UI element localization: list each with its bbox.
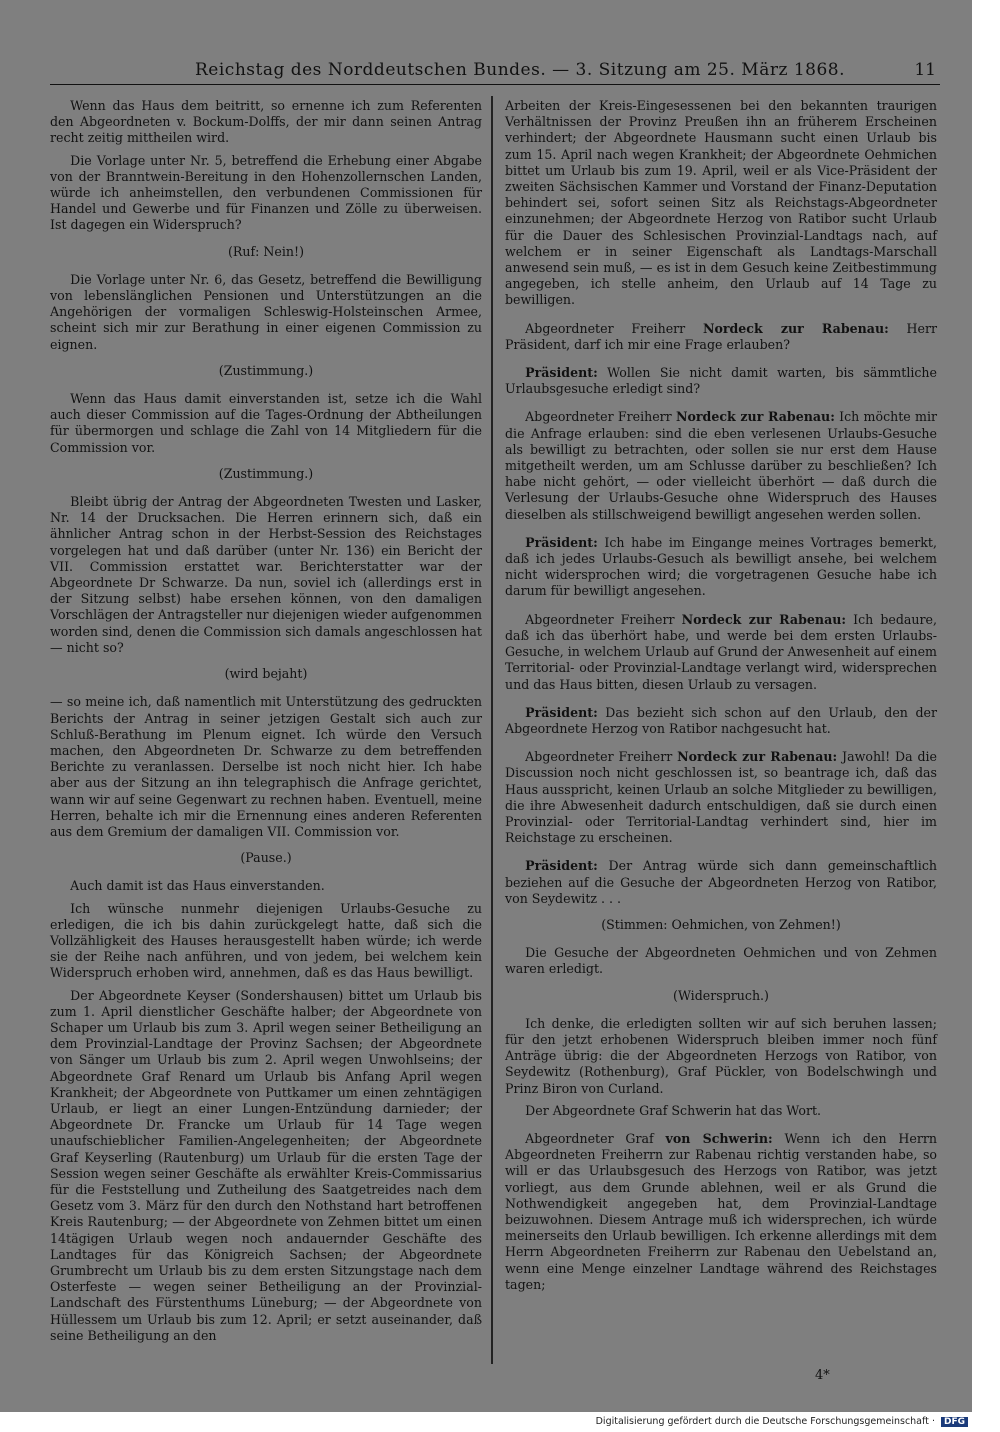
stage-direction: (Pause.) [240,850,292,866]
stage-direction: (Zustimmung.) [218,465,314,481]
speaker-paragraph [505,858,937,907]
right-column [505,98,937,1299]
speaker-paragraph [505,705,937,737]
speaker-name: Präsident: [525,704,598,720]
signature-mark: 4* [815,1368,830,1383]
stage-direction: (Ruf: Nein!) [228,243,304,259]
speaker-name: Nordeck zur Rabenau: [677,749,838,765]
speaker-name: Präsident: [525,365,598,381]
speaker-name: Nordeck zur Rabenau: [675,409,835,425]
speech-text: Wenn ich den Herrn Abgeordneten Freiherrn zur Rabenau richtig verstanden habe, so will er das Urlaubsgesuch des Herzogs von Ratibor, was jetzt vorliegt, aus dem Grunde ablehnen, weil er als Grund die Nothwendigkeit angegeben hat, dem Provinzial-Landtage beizuwohnen. Diesem Antrage muß ich widersprechen, ich würde meinerseits den Urlaub bewilligen. Ich erkenne allerdings mit dem Herrn Abgeordneten Freiherrn zur Rabenau den Uebelstand an, wenn eine Menge einzelner Landtage während des Reichstages tagen; [505,1130,937,1292]
speaker-title: Abgeordneter Freiherr [525,320,703,336]
paragraph: Der Abgeordnete Graf Schwerin hat das Wort. [525,1102,822,1118]
speaker-name: von Schwerin: [665,1130,773,1146]
speaker-name: Nordeck zur Rabenau: [681,611,847,627]
speech-text: Ich möchte mir die Anfrage erlauben: sind die eben verlesenen Urlaubs-Gesuche als bewilligt zu betrachten, oder sollen sie nur erst dem Hause mitgetheilt werden, um am Schlusse darüber zu beschließen? Ich habe nicht gehört, — oder vielleicht überhört — daß durch die Verlesung der Urlaubs-Gesuche ohne Widerspruch des Hauses dieselben als stillschweigend bewilligt angesehen werden sollen. [505,409,938,522]
footer-credit: Digitalisierung gefördert durch die Deutsche Forschungsgemeinschaft · DFG [596,1416,968,1427]
paragraph: Die Vorlage unter Nr. 5, betreffend die Erhebung einer Abgabe von der Branntwein-Bereitung in den Hohenzollernschen Landen, würde ich anheimstellen, den verbundenen Commissionen für Handel und Gewerbe und für Finanzen und Zölle zu überweisen. Ist dagegen ein Widerspruch? [50,152,482,233]
stage-direction: (Stimmen: Oehmichen, von Zehmen!) [601,916,841,932]
left-column [50,98,482,1350]
speaker-name: Präsident: [525,858,598,874]
speech-text: Jawohl! Da die Discussion noch nicht geschlossen ist, so beantrage ich, daß das Haus ausspricht, keinen Urlaub an solche Mitglieder zu bewilligen, die ihre Abwesenheit dadurch entschuldigen, daß sie durch einen Provinzial- oder Territorial-Landtag verhindert sind, hier im Reichstage zu erscheinen. [505,749,937,846]
footer-text: Digitalisierung gefördert durch die Deutsche Forschungsgemeinschaft [595,1416,929,1427]
speech-text: Das bezieht sich schon auf den Urlaub, den der Abgeordnete Herzog von Ratibor nachgesucht hat. [505,704,937,736]
speaker-paragraph [505,365,937,397]
speaker-title: Abgeordneter Graf [525,1130,666,1146]
paragraph: Arbeiten der Kreis-Eingesessenen bei den bekannten traurigen Verhältnissen der Provinz Preußen ihn an früherem Erscheinen verhindert; der Abgeordnete Hausmann sucht einen Urlaub bis zum 15. April nach wegen Krankheit; der Abgeordnete Oehmichen bittet um Urlaub bis zum 19. April, weil er als Vice-Präsident der zweiten Sächsischen Kammer und Vorstand der Finanz-Deputation behindert sei, sofort seinen Sitz als Reichstags-Abgeordneter einzunehmen; der Abgeordnete Herzog von Ratibor sucht Urlaub für die Dauer des Schlesischen Provinzial-Landtags nach, auf welchem er in seiner Eigenschaft als Landtags-Marschall anwesend sein muß, — es ist in dem Gesuch keine Zeitbestimmung angegeben, ich stelle anheim, den Urlaub auf 14 Tage zu bewilligen. [505,98,937,308]
page-header [50,58,940,85]
paragraph: Die Gesuche der Abgeordneten Oehmichen und von Zehmen waren erledigt. [505,945,937,977]
speech-text: Der Antrag würde sich dann gemeinschaftlich beziehen auf die Gesuche der Abgeordneten Herzog von Ratibor, von Seydewitz . . . [505,858,937,906]
page-number: 11 [914,60,936,80]
column-divider [491,96,493,1364]
speaker-title: Abgeordneter Freiherr [525,611,682,627]
speaker-paragraph [505,612,937,693]
paragraph: Wenn das Haus dem beitritt, so ernenne ich zum Referenten den Abgeordneten v. Bockum-Dolffs, der mir dann seinen Antrag recht zeitig mittheilen wird. [50,98,482,146]
paragraph: Ich denke, die erledigten sollten wir auf sich beruhen lassen; für den jetzt erhobenen Widerspruch bleiben immer noch fünf Anträge übrig: die der Abgeordneten Herzogs von Ratibor, von Seydewitz (Rothenburg), Graf Pückler, von Bodelschwingh und Prinz Biron von Curland. [505,1015,937,1096]
speaker-paragraph [505,1131,937,1293]
speech-text: Herr Präsident, darf ich mir eine Frage erlauben? [505,320,937,352]
paragraph: Ich wünsche nunmehr diejenigen Urlaubs-Gesuche zu erledigen, die ich bis dahin zurückgelegt hatte, daß sich die Vollzähligkeit des Hauses herausgestellt haben würde; ich werde sie der Reihe nach anführen, und von jedem, bei welchem kein Widerspruch erhoben wird, annehmen, daß es das Haus bewilligt. [50,900,482,981]
speech-text: Ich habe im Eingange meines Vortrages bemerkt, daß ich jedes Urlaubs-Gesuch als bewilligt ansehe, bei welchem nicht widersprochen wird; die vorgetragenen Gesuche habe ich darum für bewilligt angesehen. [505,534,937,599]
stage-direction: (Zustimmung.) [218,362,314,378]
paragraph: Wenn das Haus damit einverstanden ist, setze ich die Wahl auch dieser Commission auf die Tages-Ordnung der Abtheilungen für übermorgen und schlage die Zahl von 14 Mitgliedern für die Commission vor. [50,391,482,455]
speaker-paragraph [505,321,937,353]
dfg-logo: DFG [941,1417,968,1427]
speaker-paragraph [505,535,937,600]
paragraph: Der Abgeordnete Keyser (Sondershausen) bittet um Urlaub bis zum 1. April dienstlicher Geschäfte halber; der Abgeordnete von Schaper um Urlaub bis zum 3. April wegen seiner Betheiligung an dem Provinzial-Landtage der Provinz Sachsen; der Abgeordnete von Sänger um Urlaub bis zum 2. April wegen Unwohlseins; der Abgeordnete Graf Renard um Urlaub bis Anfang April wegen Krankheit; der Abgeordnete von Puttkamer um einen zehntägigen Urlaub, er liegt an einer Lungen-Entzündung darnieder; der Abgeordnete Dr. Francke um Urlaub für 14 Tage wegen unaufschieblicher Familien-Angelegenheiten; der Abgeordnete Graf Keyserling (Rautenburg) um Urlaub für die ersten Tage der Session wegen seiner Geschäfte als erwählter Kreis-Commissarius für die Feststellung und Zutheilung des Saatgetreides nach dem Gesetz vom 3. März für den durch den Nothstand hart betroffenen Kreis Rautenburg; — der Abgeordnete von Zehmen bittet um einen 14tägigen Urlaub wegen noch andauernder Geschäfte des Landtages für das Königreich Sachsen; der Abgeordnete Grumbrecht um Urlaub bis zu dem ersten Sitzungstage nach dem Osterfeste — wegen seiner Betheiligung an der Provinzial-Landschaft des Fürstenthums Lüneburg; — der Abgeordnete von Hüllessem um Urlaub bis zum 12. April; er setzt auseinander, daß seine Betheiligung an den [50,987,482,1343]
running-title: Reichstag des Norddeutschen Bundes. — 3. Sitzung am 25. März 1868. [195,60,846,80]
paragraph: Auch damit ist das Haus einverstanden. [70,878,325,894]
speaker-title: Abgeordneter Freiherr [525,409,676,425]
paragraph: Die Vorlage unter Nr. 6, das Gesetz, betreffend die Bewilligung von lebenslänglichen Pensionen und Unterstützungen an die Angehörigen der vormaligen Schleswig-Holsteinschen Armee, scheint sich mir zur Berathung in einer eigenen Commission zu eignen. [50,271,482,352]
speaker-paragraph [505,749,937,846]
stage-direction: (wird bejaht) [224,666,308,682]
speaker-paragraph [505,409,937,522]
speaker-name: Präsident: [525,534,598,550]
speech-text: Wollen Sie nicht damit warten, bis sämmtliche Urlaubsgesuche erledigt sind? [505,365,937,397]
paragraph: — so meine ich, daß namentlich mit Unterstützung des gedruckten Berichts der Antrag in seiner jetzigen Gestalt sich auch zur Schluß-Berathung im Plenum eignet. Ich würde den Versuch machen, den Abgeordneten Dr. Schwarze zu dem betreffenden Berichte zu veranlassen. Derselbe ist noch nicht hier. Ich habe aber aus der Sitzung an ihn telegraphisch die Anfrage gerichtet, wann wir auf seine Gegenwart zu rechnen haben. Eventuell, meine Herren, behalte ich mir die Ernennung eines anderen Referenten aus dem Gremium der damaligen VII. Commission vor. [50,694,482,839]
paragraph: Bleibt übrig der Antrag der Abgeordneten Twesten und Lasker, Nr. 14 der Drucksachen. Die Herren erinnern sich, daß ein ähnlicher Antrag schon in der Herbst-Session des Reichstages vorgelegen hat und daß darüber (unter Nr. 136) ein Bericht der VII. Commission erstattet war. Berichterstatter war der Abgeordnete Dr Schwarze. Da nun, soviel ich (allerdings erst in der Sitzung selbst) habe ersehen können, von den damaligen Vorschlägen der Antragsteller nur diejenigen wieder aufgenommen worden sind, denen die Commission sich damals angeschlossen hat — nicht so? [50,494,482,655]
speaker-name: Nordeck zur Rabenau: [702,320,889,336]
speech-text: Ich bedaure, daß ich das überhört habe, und werde bei dem ersten Urlaubs-Gesuche, in welchem Urlaub auf Grund der Anwesenheit auf einem Territorial- oder Provinzial-Landtage verlangt wird, widersprechen und das Haus bitten, diesen Urlaub zu versagen. [505,611,937,692]
stage-direction: (Widerspruch.) [673,987,769,1003]
speaker-title: Abgeordneter Freiherr [525,749,678,765]
